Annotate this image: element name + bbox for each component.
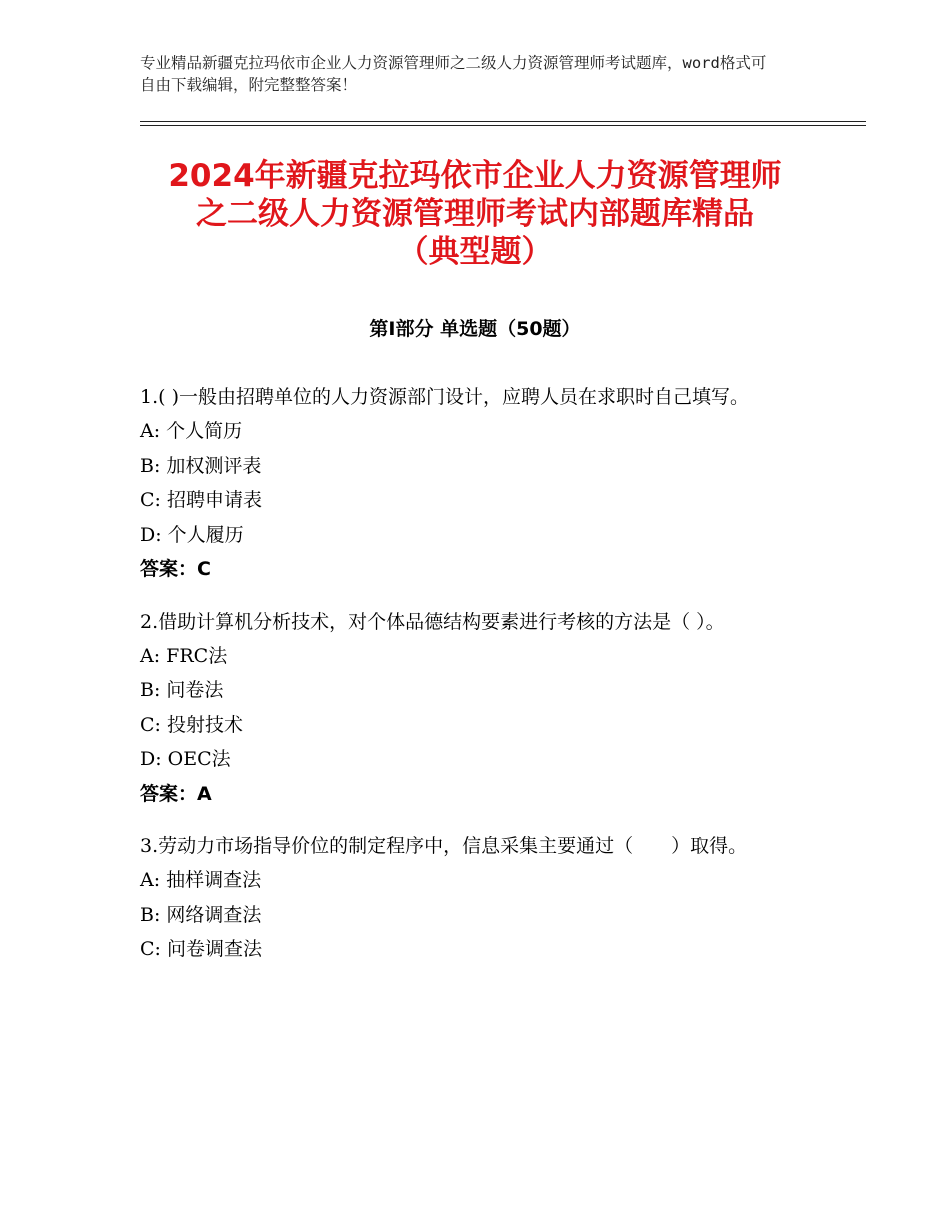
question-3: [140, 829, 820, 967]
option-d: D: 个人履历: [140, 523, 244, 546]
option-a: A: 个人简历: [140, 420, 243, 442]
title-line-1: 2024年新疆克拉玛依市企业人力资源管理师: [168, 158, 782, 194]
option-b: B: 网络调查法: [140, 903, 262, 926]
document-header-note: 专业精品新疆克拉玛依市企业人力资源管理师之二级人力资源管理师考试题库，word格式可自由下载编辑，附完整整答案！: [140, 54, 767, 94]
title-line-3: （典型题）: [397, 234, 553, 270]
answer-text: 答案：A: [140, 782, 212, 805]
option-c: C: 招聘申请表: [140, 489, 262, 511]
option-b: B: 加权测评表: [140, 454, 262, 477]
option-c: C: 投射技术: [140, 713, 243, 736]
header-divider-bottom: [140, 125, 866, 126]
answer-text: 答案：C: [140, 558, 211, 580]
option-a: A: 抽样调查法: [140, 869, 262, 891]
question-stem: 3.劳动力市场指导价位的制定程序中，信息采集主要通过（ ）取得。: [140, 835, 748, 857]
question-2: [140, 605, 820, 812]
title-line-2: 之二级人力资源管理师考试内部题库精品: [196, 196, 754, 232]
document-title: [120, 157, 830, 271]
question-1: [140, 380, 820, 587]
question-stem: 2.借助计算机分析技术，对个体品德结构要素进行考核的方法是（ ）。: [140, 610, 725, 633]
option-b: B: 问卷法: [140, 679, 224, 701]
option-c: C: 问卷调查法: [140, 938, 262, 960]
question-stem: 1.( )一般由招聘单位的人力资源部门设计，应聘人员在求职时自己填写。: [140, 386, 749, 408]
section-heading: 第Ⅰ部分 单选题（50题）: [369, 318, 581, 340]
option-d: D: OEC法: [140, 748, 231, 770]
question-list: [140, 380, 820, 985]
option-a: A: FRC法: [140, 644, 228, 667]
header-divider-top: [140, 121, 866, 122]
